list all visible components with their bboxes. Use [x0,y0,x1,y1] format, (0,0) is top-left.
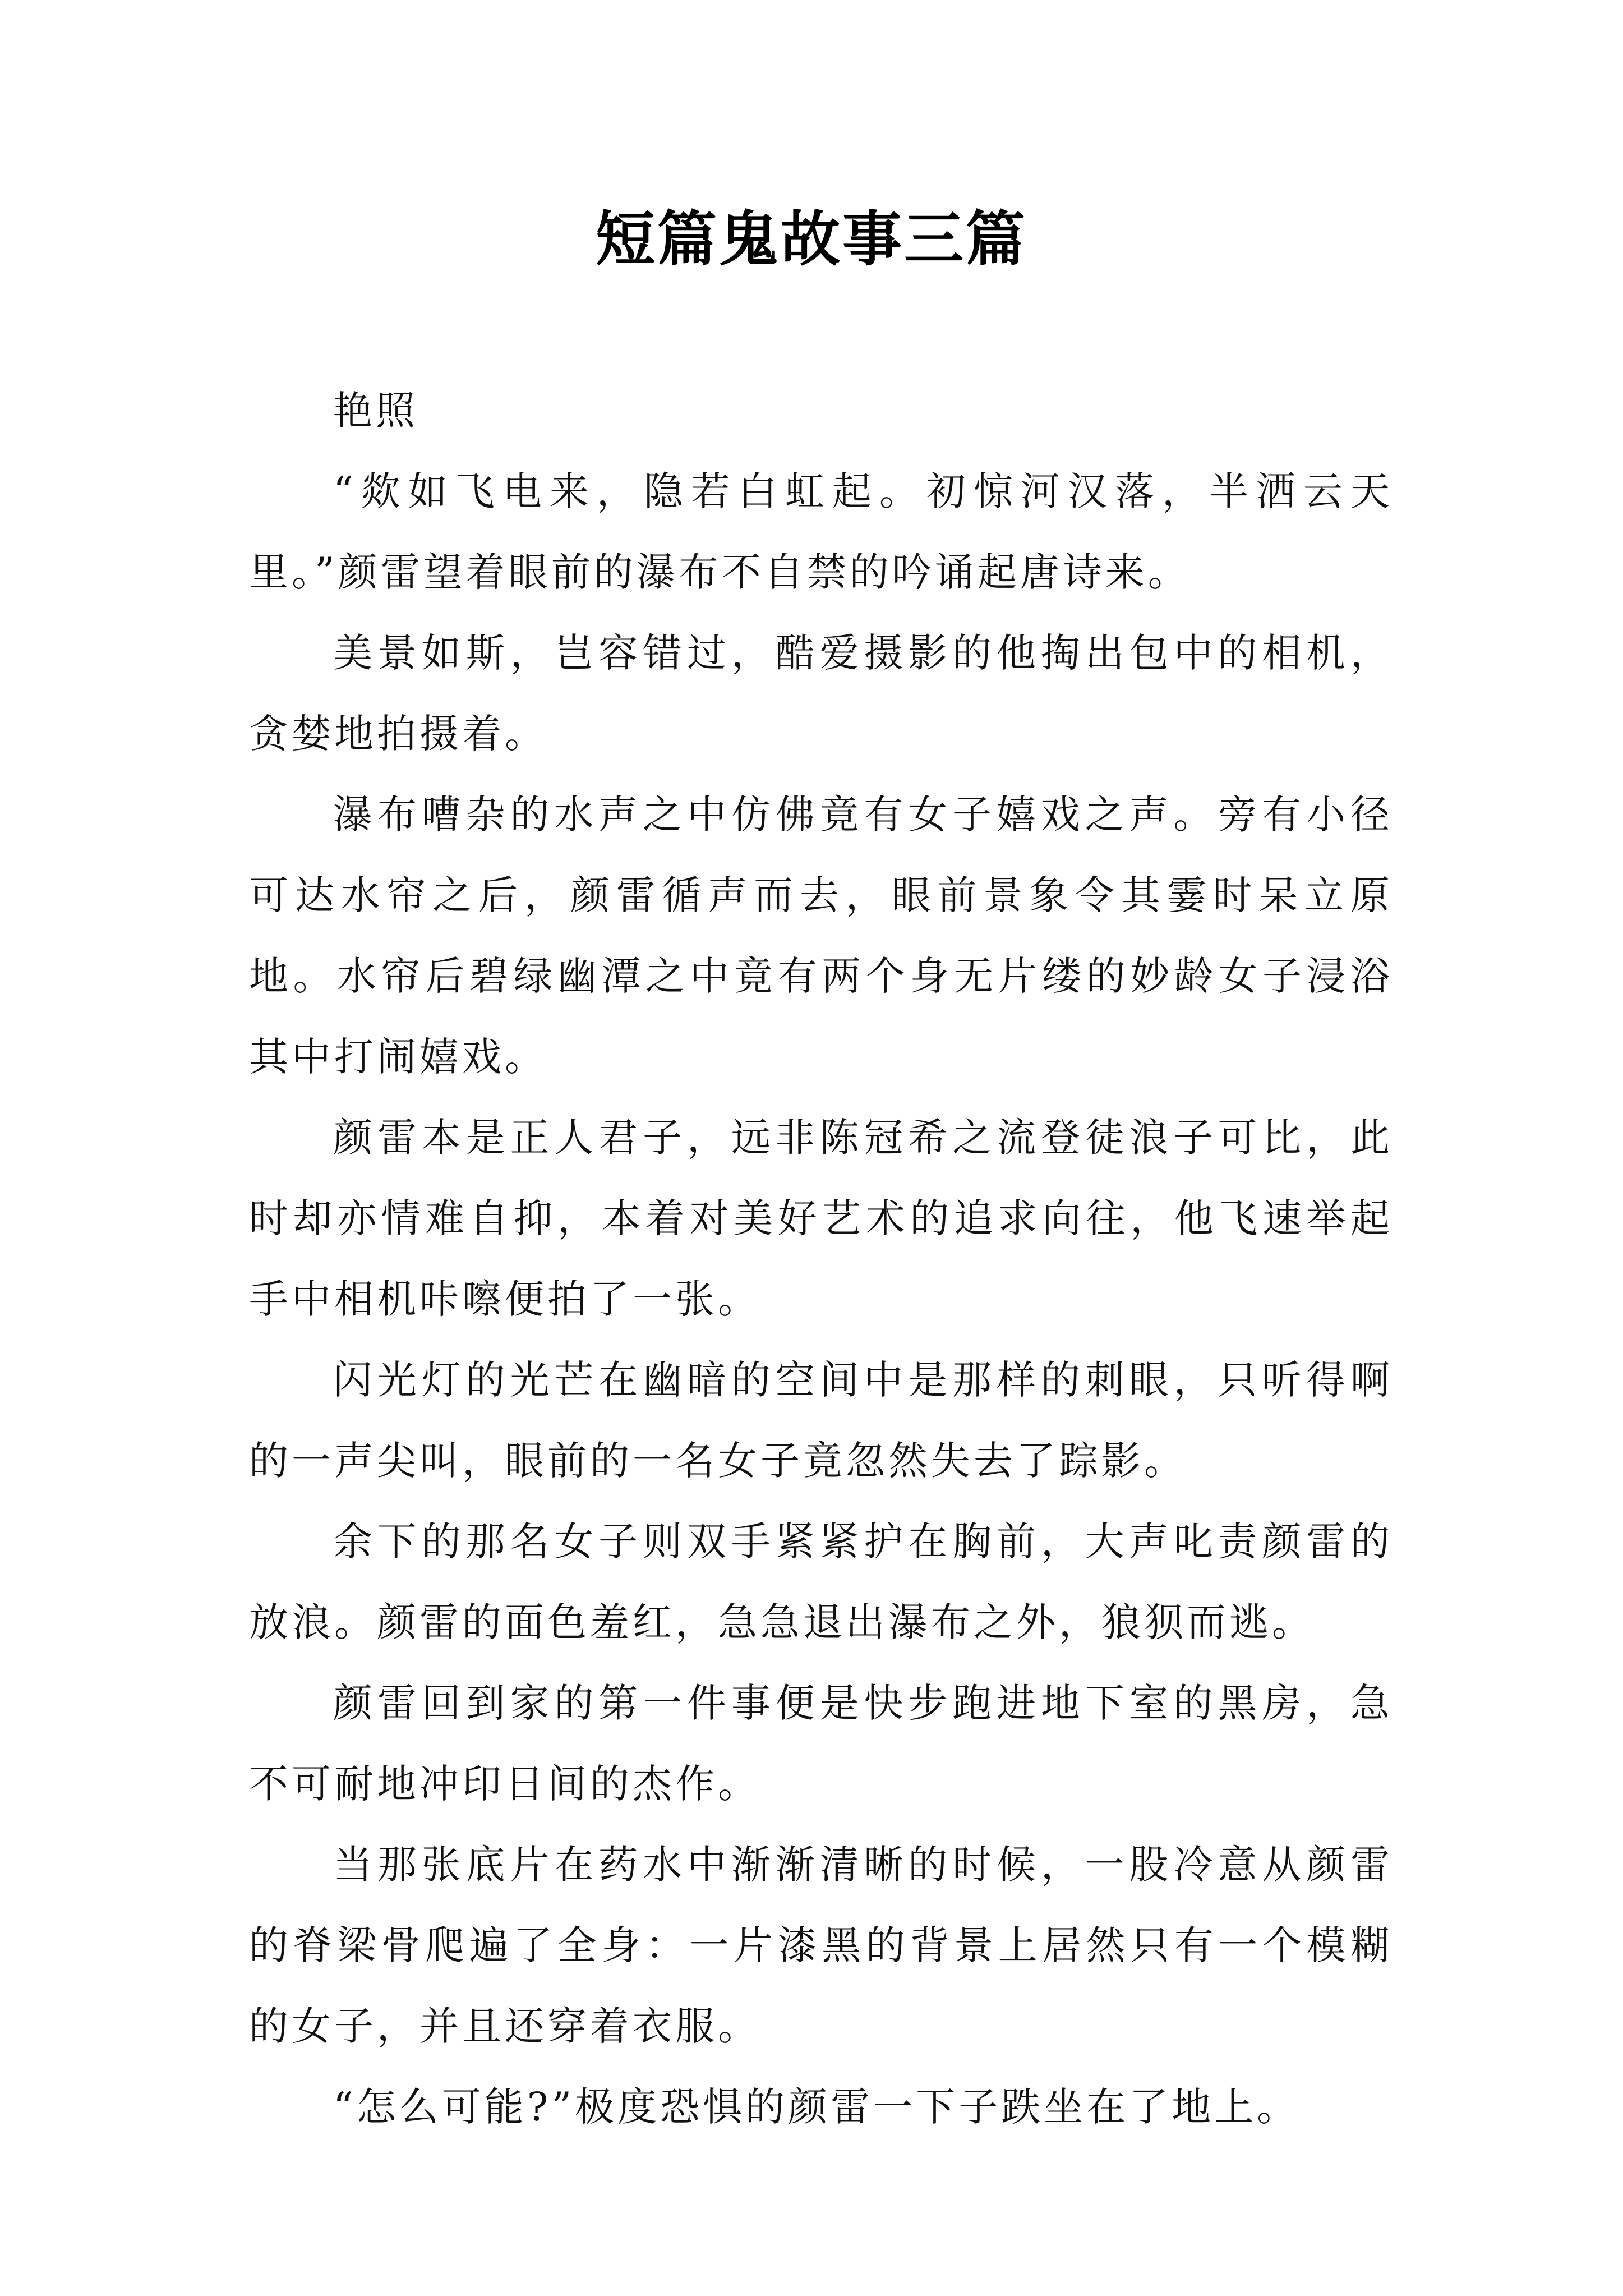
paragraph: “怎么可能?”极度恐惧的颜雷一下子跌坐在了地上。 [333,2084,1300,2130]
paragraph: 美景如斯，岂容错过，酷爱摄影的他掏出包中的相机，贪婪地拍摄着。 [249,630,1393,757]
document-body [249,370,1393,2147]
paragraph: 闪光灯的光芒在幽暗的空间中是那样的刺眼，只听得啊的一声尖叫，眼前的一名女子竟忽然失去了踪影。 [249,1357,1393,1484]
section-heading: 艳照 [333,388,418,434]
paragraph: 颜雷本是正人君子，远非陈冠希之流登徒浪子可比，此时却亦情难自抑，本着对美好艺术的追求向往，他飞速举起手中相机咔嚓便拍了一张。 [249,1115,1393,1322]
paragraph: “欻如飞电来，隐若白虹起。初惊河汉落，半洒云天里。”颜雷望着眼前的瀑布不自禁的吟诵起唐诗来。 [249,468,1393,595]
document-title: 短篇鬼故事三篇 [596,204,1027,274]
paragraph: 颜雷回到家的第一件事便是快步跑进地下室的黑房，急不可耐地冲印日间的杰作。 [249,1680,1393,1807]
paragraph: 余下的那名女子则双手紧紧护在胸前，大声叱责颜雷的放浪。颜雷的面色羞红，急急退出瀑布之外，狼狈而逃。 [249,1519,1393,1645]
paragraph: 瀑布嘈杂的水声之中仿佛竟有女子嬉戏之声。旁有小径可达水帘之后，颜雷循声而去，眼前景象令其霎时呆立原地。水帘后碧绿幽潭之中竟有两个身无片缕的妙龄女子浸浴其中打闹嬉戏。 [249,792,1393,1080]
paragraph: 当那张底片在药水中渐渐清晰的时候，一股冷意从颜雷的脊梁骨爬遍了全身：一片漆黑的背景上居然只有一个模糊的女子，并且还穿着衣服。 [249,1842,1393,2049]
